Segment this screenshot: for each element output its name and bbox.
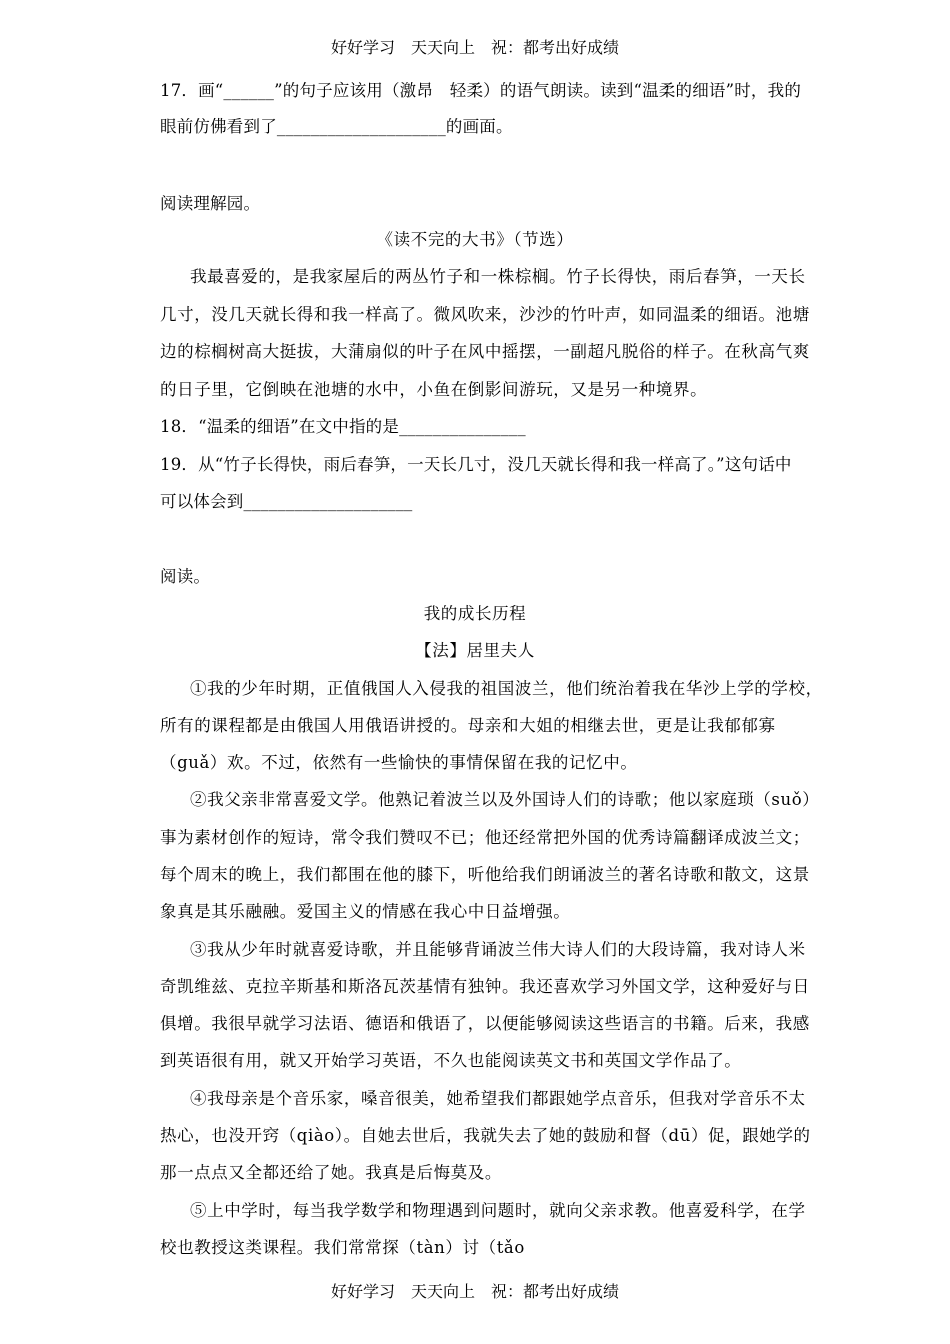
passage-line: 我最喜爱的，是我家屋后的两丛竹子和一株棕榈。竹子长得快，雨后春笋，一天长 bbox=[190, 267, 806, 286]
paragraph-4-line: ④我母亲是个音乐家，嗓音很美，她希望我们都跟她学点音乐，但我对学音乐不太 bbox=[190, 1089, 806, 1108]
paragraph-2-line: 象真是其乐融融。爱国主义的情感在我心中日益增强。 bbox=[160, 902, 571, 921]
passage-title: 我的成长历程 bbox=[423, 604, 527, 623]
question-17-line-2: 眼前仿佛看到了____________________的画面。 bbox=[160, 117, 513, 136]
reading-section-heading: 阅读理解园。 bbox=[160, 194, 261, 213]
paragraph-1-line: （guǎ）欢。不过，依然有一些愉快的事情保留在我的记忆中。 bbox=[160, 753, 638, 772]
question-19-line-2: 可以体会到____________________ bbox=[160, 492, 413, 511]
paragraph-3-line: 俱增。我很早就学习法语、德语和俄语了，以便能够阅读这些语言的书籍。后来，我感 bbox=[160, 1014, 810, 1033]
paragraph-2-line: 事为素材创作的短诗，常令我们赞叹不已；他还经常把外国的优秀诗篇翻译成波兰文； bbox=[160, 828, 810, 847]
page-footer: 好好学习 天天向上 祝：都考出好成绩 bbox=[330, 1282, 619, 1301]
page-header: 好好学习 天天向上 祝：都考出好成绩 bbox=[330, 38, 619, 57]
passage-line: 边的棕榈树高大挺拔，大蒲扇似的叶子在风中摇摆，一副超凡脱俗的样子。在秋高气爽 bbox=[160, 342, 810, 361]
question-19-line-1: 19．从“竹子长得快，雨后春笋，一天长几寸，没几天就长得和我一样高了。”这句话中 bbox=[160, 455, 792, 474]
reading-section-heading: 阅读。 bbox=[160, 567, 211, 586]
paragraph-3-line: 到英语很有用，就又开始学习英语，不久也能阅读英文书和英国文学作品了。 bbox=[160, 1051, 742, 1070]
paragraph-3-line: 奇凯维兹、克拉辛斯基和斯洛瓦茨基情有独钟。我还喜欢学习外国文学，这种爱好与日 bbox=[160, 977, 810, 996]
passage-line: 的日子里，它倒映在池塘的水中，小鱼在倒影间游玩，又是另一种境界。 bbox=[160, 380, 708, 399]
paragraph-5-line: 校也教授这类课程。我们常常探（tàn）讨（tǎo bbox=[160, 1238, 525, 1257]
paragraph-2-line: ②我父亲非常喜爱文学。他熟记着波兰以及外国诗人们的诗歌；他以家庭琐（suǒ） bbox=[190, 790, 820, 809]
paragraph-4-line: 那一点点又全都还给了她。我真是后悔莫及。 bbox=[160, 1163, 502, 1182]
paragraph-2-line: 每个周末的晚上，我们都围在他的膝下，听他给我们朗诵波兰的著名诗歌和散文，这景 bbox=[160, 865, 810, 884]
passage-line: 几寸，没几天就长得和我一样高了。微风吹来，沙沙的竹叶声，如同温柔的细语。池塘 bbox=[160, 305, 810, 324]
paragraph-5-line: ⑤上中学时，每当我学数学和物理遇到问题时，就向父亲求教。他喜爱科学，在学 bbox=[190, 1201, 806, 1220]
passage-title: 《读不完的大书》（节选） bbox=[376, 230, 574, 249]
passage-author: 【法】居里夫人 bbox=[415, 641, 535, 660]
paragraph-1-line: ①我的少年时期，正值俄国人入侵我的祖国波兰，他们统治着我在华沙上学的学校， bbox=[190, 679, 823, 698]
paragraph-1-line: 所有的课程都是由俄国人用俄语讲授的。母亲和大姐的相继去世，更是让我郁郁寡 bbox=[160, 716, 776, 735]
paragraph-3-line: ③我从少年时就喜爱诗歌，并且能够背诵波兰伟大诗人们的大段诗篇，我对诗人米 bbox=[190, 940, 806, 959]
paragraph-4-line: 热心，也没开窍（qiào）。自她去世后，我就失去了她的鼓励和督（dū）促，跟她学的 bbox=[160, 1126, 811, 1145]
question-17-line-1: 17．画“______”的句子应该用（激昂 轻柔）的语气朗读。读到“温柔的细语”时，我的 bbox=[160, 81, 802, 100]
question-18: 18．“温柔的细语”在文中指的是_______________ bbox=[160, 417, 526, 436]
